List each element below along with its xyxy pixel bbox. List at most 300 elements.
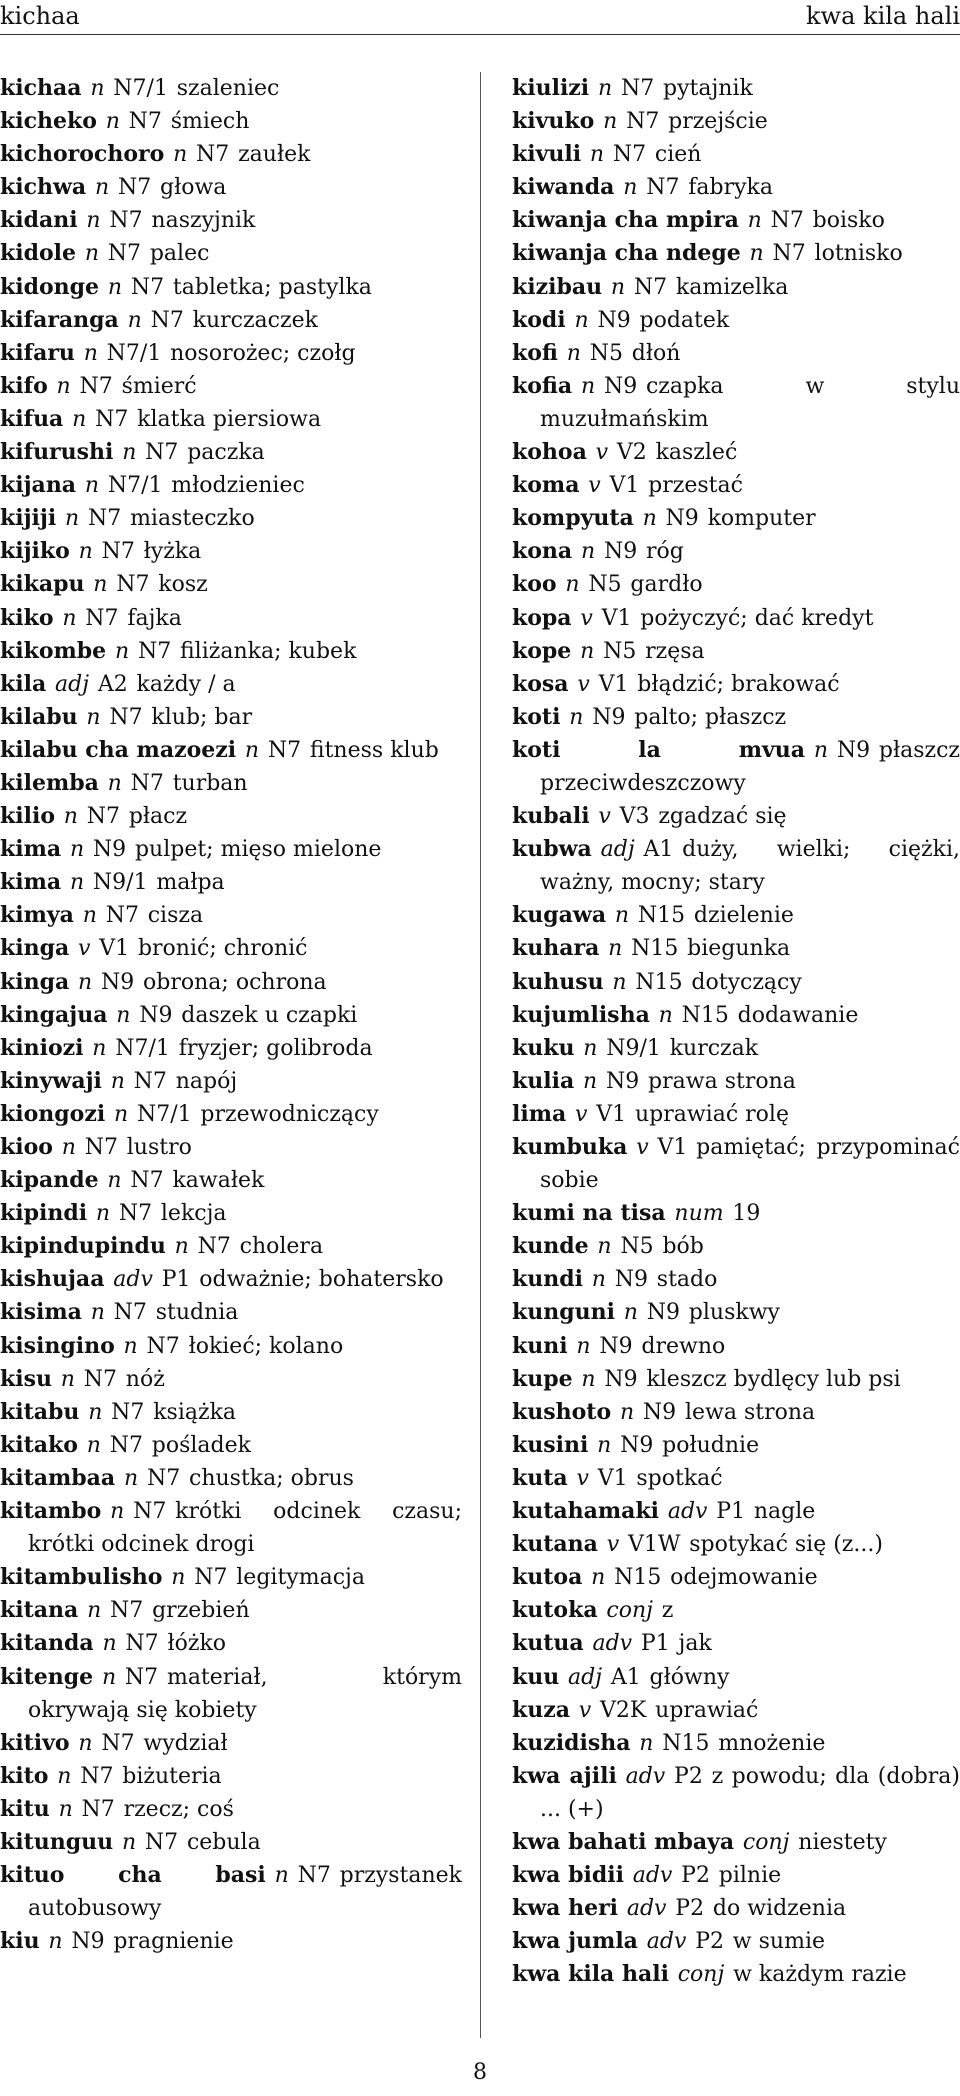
grammar-class: N9 (592, 704, 626, 730)
grammar-class: N9 (620, 1432, 654, 1458)
translation: kurczak (669, 1035, 759, 1061)
translation: młodzieniec (171, 473, 305, 499)
part-of-speech: n (171, 1565, 186, 1591)
grammar-class: N15 (614, 1565, 662, 1591)
dictionary-entry (0, 171, 462, 204)
translation: każdy / a (136, 671, 236, 697)
dictionary-entry (512, 1098, 960, 1131)
grammar-class: P1 (716, 1499, 746, 1525)
dictionary-entry (0, 1594, 462, 1627)
headword: kidonge (0, 273, 100, 300)
translation: cień (654, 142, 702, 168)
headword: kisima (0, 1299, 82, 1326)
headword: kichorochoro (0, 141, 165, 168)
translation: rzęsa (645, 638, 705, 664)
dictionary-entry (0, 138, 462, 171)
grammar-class: N9/1 (92, 870, 148, 896)
part-of-speech: adv (646, 1929, 687, 1955)
dictionary-entry (0, 1164, 462, 1197)
grammar-class: V1 (657, 1135, 688, 1160)
dictionary-entry (0, 1363, 462, 1396)
part-of-speech: v (78, 936, 91, 962)
grammar-class: A2 (97, 671, 128, 697)
translation: lekcja (160, 1201, 227, 1227)
running-head-left: kichaa (0, 2, 80, 30)
grammar-class: N7 (150, 307, 184, 333)
dictionary-entry (0, 734, 462, 767)
translation: obrona; ochrona (143, 969, 327, 995)
grammar-class: V2K (600, 1697, 647, 1723)
headword: kifua (0, 405, 64, 432)
translation: cebula (186, 1829, 261, 1855)
grammar-class: N5 (620, 1234, 654, 1260)
translation: książka (153, 1399, 237, 1425)
dictionary-entry (512, 1925, 960, 1958)
grammar-class: V1 (597, 1465, 628, 1491)
headword: kivuko (512, 108, 595, 135)
dictionary-entry (512, 1627, 960, 1660)
dictionary-entry (0, 105, 462, 138)
grammar-class: A1 (643, 837, 674, 863)
part-of-speech: n (597, 1432, 612, 1458)
part-of-speech: n (603, 109, 618, 135)
grammar-class: N7 (146, 1465, 181, 1491)
grammar-class: N7 (620, 76, 655, 101)
dictionary-entry (512, 1495, 960, 1528)
headword: kwa jumla (512, 1928, 638, 1955)
headword: kuta (512, 1464, 568, 1491)
translation: pulpet; mięso mielone (134, 837, 382, 863)
grammar-class: P2 (674, 1763, 703, 1789)
grammar-class: N9 (603, 539, 638, 565)
translation: główny (649, 1664, 730, 1690)
part-of-speech: adj (55, 671, 90, 697)
grammar-class: N7 (196, 142, 230, 168)
part-of-speech: n (565, 572, 580, 598)
dictionary-entry (0, 204, 462, 237)
grammar-class: N9 (599, 1333, 633, 1359)
translation: fajka (127, 605, 182, 631)
dictionary-entry (512, 502, 960, 535)
part-of-speech: n (78, 1730, 93, 1756)
headword: kitunguu (0, 1828, 114, 1855)
part-of-speech: n (591, 1565, 606, 1591)
part-of-speech: v (595, 440, 609, 466)
headword: kisu (0, 1365, 52, 1392)
grammar-class: N9 (101, 969, 135, 995)
dictionary-entry (0, 1859, 462, 1925)
part-of-speech: n (580, 539, 596, 565)
dictionary-entry (0, 502, 462, 535)
grammar-class: N7 (770, 208, 804, 234)
grammar-class: N15 (662, 1730, 710, 1756)
dictionary-entry (0, 800, 462, 833)
headword: kila (0, 670, 47, 697)
dictionary-entry (512, 271, 960, 304)
grammar-class: N9 (604, 1366, 638, 1392)
column-divider (480, 72, 481, 2038)
dictionary-entry (0, 1263, 462, 1296)
headword: kiwanja cha mpira (512, 207, 739, 234)
headword: kinga (0, 968, 70, 995)
headword: kuhusu (512, 968, 604, 995)
part-of-speech: n (86, 208, 101, 234)
headword: kunguni (512, 1299, 615, 1326)
translation: kleszcz bydlęcy lub psi (646, 1366, 901, 1392)
dictionary-entry (512, 1826, 960, 1859)
translation: dłoń (631, 340, 681, 366)
dictionary-entry (512, 237, 960, 270)
headword: kitabu (0, 1398, 80, 1425)
headword: kushoto (512, 1398, 612, 1425)
headword: kimya (0, 902, 74, 929)
headword: kijana (0, 472, 77, 499)
headword: kofi (512, 339, 558, 366)
grammar-class: N15 (637, 903, 686, 929)
grammar-class: N7 (772, 241, 806, 267)
dictionary-entry (512, 568, 960, 601)
translation: odejmowanie (670, 1565, 818, 1591)
part-of-speech: n (583, 1068, 598, 1094)
grammar-class: N7 (85, 605, 119, 631)
headword: kijiji (0, 505, 57, 532)
translation: fryzjer; golibroda (178, 1035, 373, 1061)
grammar-class: N7 (101, 1730, 135, 1756)
translation: lotnisko (814, 241, 903, 267)
dictionary-entry (512, 1528, 960, 1561)
part-of-speech: n (84, 473, 100, 499)
part-of-speech: adv (592, 1631, 633, 1657)
left-column (0, 72, 462, 1958)
grammar-class: N7 (84, 1135, 118, 1160)
grammar-class: N9 (646, 1300, 680, 1326)
dictionary-entry (512, 932, 960, 965)
dictionary-entry (0, 999, 462, 1032)
headword: kioo (0, 1134, 53, 1160)
translation: łokieć; kolano (188, 1333, 344, 1359)
headword: kwa bidii (512, 1862, 624, 1889)
part-of-speech: n (110, 1499, 125, 1525)
headword: kilemba (0, 769, 99, 796)
translation: mnożenie (718, 1730, 826, 1756)
grammar-class: P1 (161, 1267, 191, 1293)
translation: czapka w stylu muzułmańskim (540, 373, 960, 432)
headword: kilio (0, 803, 55, 830)
translation: szaleniec (176, 76, 280, 101)
translation: jak (678, 1631, 712, 1657)
translation: boisko (812, 208, 885, 234)
part-of-speech: n (813, 737, 829, 763)
translation: lewa strona (684, 1399, 816, 1425)
dictionary-entry (0, 602, 462, 635)
dictionary-entry (512, 1661, 960, 1694)
translation: materiał, którym okrywają się kobiety (28, 1664, 462, 1723)
dictionary-entry (0, 866, 462, 899)
grammar-class: V1 (598, 671, 629, 697)
part-of-speech: n (69, 837, 85, 863)
headword: lima (512, 1100, 567, 1127)
grammar-class: N7/1 (107, 473, 163, 499)
headword: kohoa (512, 439, 587, 466)
dictionary-entry (512, 535, 960, 568)
translation: niestety (798, 1829, 887, 1855)
grammar-class: N7 (130, 274, 165, 300)
dictionary-entry (0, 1098, 462, 1131)
grammar-class: N5 (589, 340, 623, 366)
dictionary-entry (0, 1330, 462, 1363)
headword: kwa bahati mbaya (512, 1828, 735, 1855)
dictionary-entry (512, 899, 960, 932)
headword: kofia (512, 372, 573, 399)
grammar-class: N9 (139, 1002, 173, 1028)
part-of-speech: n (92, 1035, 107, 1061)
headword: kizibau (512, 273, 603, 300)
dictionary-entry (512, 1296, 960, 1329)
dictionary-entry (0, 1727, 462, 1760)
part-of-speech: v (588, 473, 601, 499)
part-of-speech: n (597, 76, 613, 101)
part-of-speech: n (244, 737, 260, 763)
translation: kurczaczek (192, 307, 318, 333)
part-of-speech: n (107, 1168, 122, 1194)
part-of-speech: n (127, 307, 142, 333)
grammar-class: N7 (81, 1796, 115, 1822)
grammar-class: N7 (107, 241, 142, 267)
headword: kipindi (0, 1200, 88, 1227)
translation: miasteczko (130, 506, 255, 532)
dictionary-entry (0, 1032, 462, 1065)
headword: kumi na tisa (512, 1200, 666, 1227)
headword: kifurushi (0, 439, 114, 466)
headword: koma (512, 472, 580, 499)
headword: kutoka (512, 1597, 598, 1624)
dictionary-entry (512, 1429, 960, 1462)
headword: kidani (0, 207, 78, 234)
translation: rzecz; coś (123, 1796, 234, 1822)
dictionary-entry (0, 469, 462, 502)
headword: kutana (512, 1531, 598, 1558)
dictionary-entry (0, 1131, 462, 1164)
dictionary-entry (512, 138, 960, 171)
part-of-speech: v (576, 1465, 589, 1491)
translation: napój (175, 1068, 238, 1094)
dictionary-entry (512, 204, 960, 237)
dictionary-entry (0, 1230, 462, 1263)
grammar-class: N9 (92, 837, 127, 863)
part-of-speech: conj (606, 1598, 653, 1624)
translation: róg (645, 539, 684, 565)
part-of-speech: adv (626, 1896, 667, 1922)
dictionary-entry (0, 304, 462, 337)
grammar-class: N7 (95, 406, 129, 432)
grammar-class: N7 (626, 109, 660, 135)
grammar-class: N9 (836, 737, 871, 763)
dictionary-entry (512, 1330, 960, 1363)
headword: kishujaa (0, 1266, 105, 1293)
grammar-class: N7 (612, 142, 647, 168)
part-of-speech: n (658, 1002, 673, 1028)
dictionary-entry (0, 833, 462, 866)
translation: legitymacja (236, 1565, 365, 1591)
part-of-speech: n (60, 1366, 75, 1392)
dictionary-entry (0, 237, 462, 270)
headword: koo (512, 571, 557, 598)
grammar-class: N7 (137, 638, 172, 664)
headword: kwa ajili (512, 1762, 617, 1789)
headword: kundi (512, 1266, 583, 1293)
dictionary-entry (512, 1958, 960, 1991)
part-of-speech: n (78, 539, 93, 565)
headword: kiulizi (512, 75, 590, 101)
part-of-speech: v (575, 1101, 588, 1127)
translation: 19 (732, 1201, 761, 1227)
translation: południe (662, 1432, 760, 1458)
translation: łóżko (167, 1631, 227, 1657)
dictionary-entry (512, 602, 960, 635)
part-of-speech: n (123, 1333, 138, 1359)
page-number: 8 (473, 2060, 487, 2085)
dictionary-entry (512, 668, 960, 701)
part-of-speech: n (623, 1300, 638, 1326)
part-of-speech: n (749, 241, 764, 267)
headword: kulia (512, 1067, 575, 1094)
part-of-speech: n (90, 1300, 105, 1326)
translation: fabryka (688, 175, 773, 201)
headword: kipande (0, 1167, 99, 1194)
part-of-speech: v (636, 1135, 649, 1160)
grammar-class: N7 (79, 373, 113, 399)
part-of-speech: n (576, 1333, 591, 1359)
grammar-class: V1 (609, 473, 640, 499)
translation: filiżanka; kubek (180, 638, 357, 664)
dictionary-entry (512, 304, 960, 337)
grammar-class: N7 (113, 1300, 147, 1326)
grammar-class: N7 (86, 804, 121, 830)
dictionary-entry (0, 337, 462, 370)
headword: kiniozi (0, 1034, 84, 1061)
grammar-class: N7 (111, 1399, 145, 1425)
headword: kuhara (512, 935, 600, 962)
part-of-speech: v (598, 804, 611, 830)
translation: uprawiać (655, 1697, 759, 1723)
dictionary-entry (0, 668, 462, 701)
part-of-speech: n (94, 175, 110, 201)
headword: kutahamaki (512, 1498, 660, 1525)
headword: kitambo (0, 1498, 102, 1525)
headword: kijiko (0, 538, 70, 565)
translation: błądzić; brakować (637, 671, 840, 697)
headword: kuza (512, 1696, 570, 1723)
part-of-speech: n (116, 1002, 131, 1028)
part-of-speech: n (62, 605, 77, 631)
part-of-speech: n (107, 274, 123, 300)
translation: bób (662, 1234, 704, 1260)
headword: kujumlisha (512, 1001, 650, 1028)
translation: przejście (668, 109, 768, 135)
dictionary-entry (512, 701, 960, 734)
headword: kuni (512, 1332, 568, 1359)
grammar-class: N9 (605, 1068, 640, 1094)
headword: kisingino (0, 1332, 115, 1359)
grammar-class: N15 (635, 969, 683, 995)
part-of-speech: n (87, 1598, 102, 1624)
translation: kamizelka (675, 274, 789, 300)
part-of-speech: n (612, 969, 627, 995)
translation: podatek (639, 307, 730, 333)
translation: przestać (648, 473, 743, 499)
dictionary-entry (512, 1263, 960, 1296)
headword: kwa heri (512, 1895, 619, 1922)
translation: bronić; chronić (137, 936, 308, 962)
part-of-speech: v (606, 1532, 620, 1558)
translation: tabletka; pastylka (172, 274, 372, 300)
dictionary-entry (512, 171, 960, 204)
translation: stado (656, 1267, 718, 1293)
grammar-class: N7 (109, 704, 143, 730)
grammar-class: N5 (603, 638, 637, 664)
dictionary-entry (512, 1230, 960, 1263)
part-of-speech: n (747, 208, 762, 234)
headword: kima (0, 869, 62, 896)
grammar-class: N15 (681, 1002, 729, 1028)
headword: kidole (0, 240, 77, 267)
translation: pożyczyć; dać kredyt (640, 605, 874, 631)
grammar-class: N15 (631, 936, 679, 962)
headword: kichwa (0, 174, 87, 201)
translation: pośladek (151, 1432, 251, 1458)
dictionary-entry (512, 72, 960, 105)
part-of-speech: n (580, 638, 595, 664)
grammar-class: N7 (80, 1763, 114, 1789)
headword: kima (0, 836, 62, 863)
part-of-speech: conj (677, 1962, 725, 1988)
translation: palto; płaszcz (634, 704, 787, 730)
grammar-class: N7/1 (106, 340, 162, 366)
headword: kinywaji (0, 1067, 102, 1094)
headword: kitambulisho (0, 1564, 163, 1591)
grammar-class: N7 (144, 1829, 179, 1855)
translation: głowa (160, 175, 227, 201)
translation: krótki odcinek czasu; krótki odcinek drogi (28, 1499, 462, 1558)
translation: kaszleć (655, 440, 738, 466)
translation: pamiętać; przypominać sobie (540, 1135, 960, 1194)
grammar-class: N7 (117, 175, 152, 201)
running-head-right: kwa kila hali (806, 2, 960, 30)
dictionary-entry (512, 1561, 960, 1594)
grammar-class: P2 (681, 1863, 710, 1889)
translation: dotyczący (691, 969, 802, 995)
grammar-class: V1 (99, 936, 130, 962)
grammar-class: N7 (267, 737, 302, 763)
grammar-class: N7 (109, 208, 143, 234)
grammar-class: N7 (83, 1366, 117, 1392)
grammar-class: N7 (633, 274, 668, 300)
headword: kitana (0, 1597, 79, 1624)
grammar-class: P2 (695, 1929, 724, 1955)
grammar-class: P1 (640, 1631, 670, 1657)
grammar-class: N7 (110, 1598, 144, 1624)
headword: kubwa (512, 836, 592, 863)
translation: śmiech (170, 109, 250, 135)
dictionary-entry (0, 1661, 462, 1727)
dictionary-entry (512, 1694, 960, 1727)
headword: kifo (0, 372, 48, 399)
dictionary-entry (512, 1462, 960, 1495)
dictionary-entry (0, 1197, 462, 1230)
headword: kingajua (0, 1001, 108, 1028)
part-of-speech: n (589, 142, 605, 168)
dictionary-entry (0, 403, 462, 436)
